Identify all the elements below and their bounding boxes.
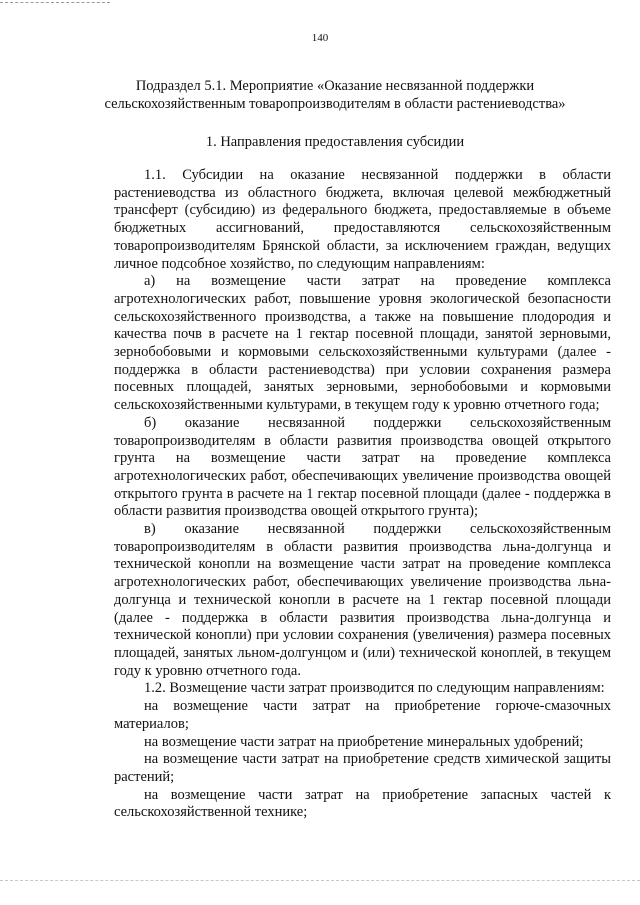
list-item-chemical-protection: на возмещение части затрат на приобретение средств химической защиты растений; (114, 751, 611, 785)
scan-edge-mark-bottom (0, 880, 640, 881)
subsection-title-line-2: сельскохозяйственным товаропроизводителям в области растениеводства» (104, 96, 566, 112)
paragraph-a: а) на возмещение части затрат на проведение комплекса агротехнологических работ, повышение уровня экологической безопасности сельскохозяйственного производства, а также на повышение плодородия и качества почв в расчете на 1 гектар посевной площади, занятой зерновыми, зернобобовыми и кормовыми сельскохозяйственными культурами (далее - поддержка в области растениеводства) при условии сохранения размера посевных площадей, занятых зерновыми, зернобобовыми и кормовыми сельскохозяйственными культурами, в текущем году к уровню отчетного года; (114, 273, 611, 414)
list-item-fuel: на возмещение части затрат на приобретение горюче-смазочных материалов; (114, 698, 611, 732)
list-item-spare-parts: на возмещение части затрат на приобретение запасных частей к сельскохозяйственной технике; (114, 786, 611, 821)
subsection-title (100, 77, 570, 113)
paragraph-1-1: 1.1. Субсидии на оказание несвязанной поддержки в области растениеводства из областного бюджета, включая целевой межбюджетный трансферт (субсидию) из федерального бюджета, предоставляемые в объеме бюджетных ассигнований, предоставляются сельскохозяйственным товаропроизводителям Брянской области, за исключением граждан, ведущих личное подсобное хозяйство, по следующим направлениям: (114, 167, 611, 272)
body-text (114, 167, 611, 822)
paragraph-v: в) оказание несвязанной поддержки сельскохозяйственным товаропроизводителям в области развития производства льна-долгунца и технической конопли на возмещение части затрат на проведение комплекса агротехнологических работ, обеспечивающих увеличение производства льна-долгунца и технической конопли в расчете на 1 гектар посевной площади (далее - поддержка в области развития производства льна-долгунца и технической конопли) при условии сохранения (увеличения) размера посевных площадей, занятых льном-долгунцом и (или) технической коноплей, в текущем году к уровню отчетного года. (114, 521, 611, 679)
scan-edge-mark (0, 2, 110, 3)
page-number: 140 (311, 32, 329, 44)
paragraph-b: б) оказание несвязанной поддержки сельскохозяйственным товаропроизводителям в области развития производства овощей открытого грунта на возмещение части затрат на проведение комплекса агротехнологических работ, обеспечивающих увеличение производства овощей открытого грунта в расчете на 1 гектар посевной площади (далее - поддержка в области развития производства овощей открытого грунта); (114, 414, 611, 520)
section-heading: 1. Направления предоставления субсидии (205, 134, 465, 150)
list-item-fertilizers: на возмещение части затрат на приобретение минеральных удобрений; (144, 733, 584, 750)
paragraph-1-2: 1.2. Возмещение части затрат производится по следующим направлениям: (144, 680, 605, 697)
subsection-title-line-1: Подраздел 5.1. Мероприятие «Оказание несвязанной поддержки (135, 78, 535, 94)
